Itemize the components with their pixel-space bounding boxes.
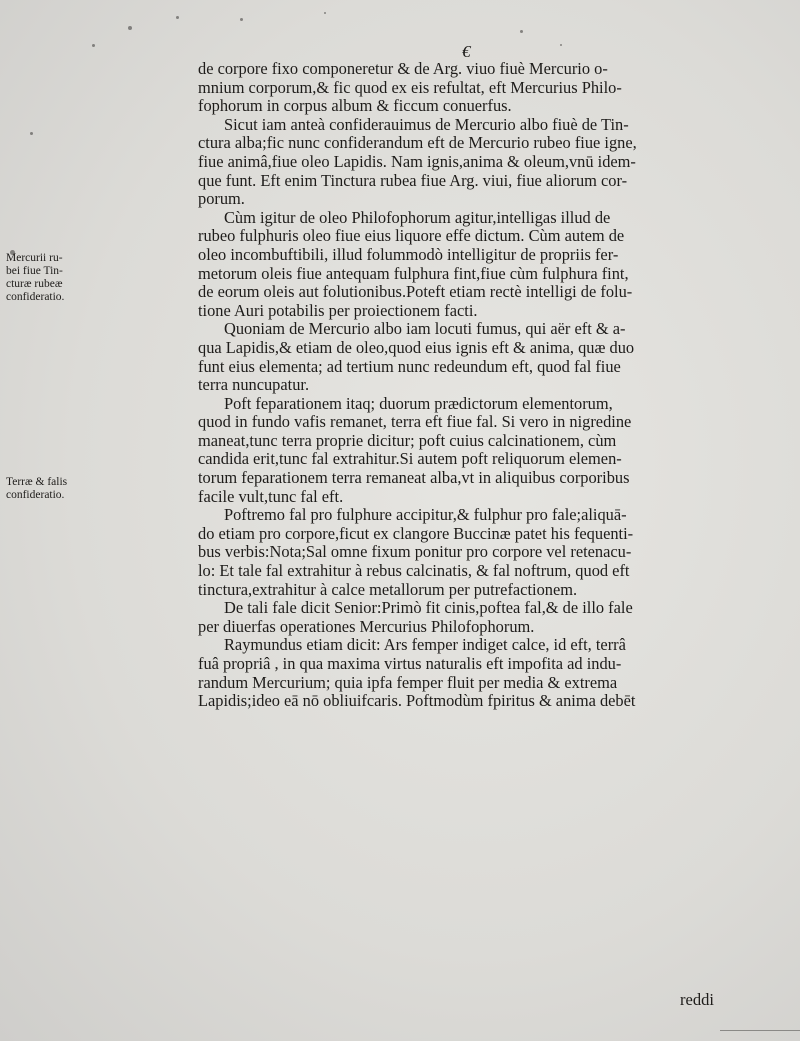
ink-speck [128, 26, 132, 30]
text-line: torum feparationem terra remaneat alba,vt in aliquibus corporibus [198, 468, 630, 488]
text-line: fuâ propriâ , in qua maxima virtus naturalis eft impofita ad indu- [198, 654, 622, 673]
paragraph [198, 116, 770, 209]
edge-line [720, 1030, 800, 1031]
text-line: Lapidis;ideo eā nō obliuifcaris. Poftmodùm fpiritus & anima debēt [198, 691, 636, 711]
text-line: fophorum in corpus album & ficcum conuerfus. [198, 96, 512, 116]
text-line: bus verbis:Nota;Sal omne fixum ponitur pro corpore vel retenacu- [198, 542, 632, 562]
text-line: de eorum oleis aut folutionibus.Poteft etiam rectè intelligi de folu- [198, 282, 633, 302]
signature-mark: € [462, 42, 471, 61]
ink-speck [176, 16, 179, 19]
text-line: tione Auri potabilis per proiectionem facti. [198, 300, 478, 320]
text-line: qua Lapidis,& etiam de oleo,quod eius ignis eft & anima, quæ duo [198, 337, 635, 357]
ink-speck [324, 12, 326, 14]
margin-note-line: confideratio. [6, 291, 65, 303]
text-line: De tali fale dicit Senior:Primò fit cinis,poftea fal,& de illo fale [224, 598, 633, 618]
text-line: quod in fundo vafis remanet, terra eft fiue fal. Si vero in nigredine [198, 412, 632, 432]
margin-note-line: Mercurii ru- [6, 252, 63, 264]
text-line: per diuerfas operationes Mercurius Philofophorum. [198, 616, 535, 636]
text-line: de corpore fixo componeretur & de Arg. viuo fiuè Mercurio o- [198, 59, 608, 78]
text-line: ctura alba;fic nunc confiderandum eft de Mercurio rubeo fiue igne, [198, 133, 637, 153]
catchword: reddi [680, 990, 714, 1009]
text-line: funt eius elementa; ad tertium nunc redeundum eft, quod fal fiue [198, 356, 621, 376]
text-line: Poft feparationem itaq; duorum prædictorum elementorum, [224, 393, 613, 413]
text-line: que funt. Eft enim Tinctura rubea fiue Arg. viui, fiue aliorum cor- [198, 170, 628, 190]
ink-speck [520, 30, 523, 33]
margin-note-line: cturæ rubeæ [6, 278, 63, 290]
paragraph [198, 636, 770, 710]
margin-note-mercurii [6, 252, 118, 304]
text-line: Sicut iam anteà confiderauimus de Mercurio albo fiuè de Tin- [224, 114, 629, 134]
text-line: randum Mercurium; quia ipfa femper fluit per media & extrema [198, 672, 618, 692]
margin-note-line: bei fiue Tin- [6, 265, 63, 277]
text-line: porum. [198, 189, 245, 209]
text-line: Raymundus etiam dicit: Ars femper indiget calce, id eft, terrâ [224, 635, 626, 655]
text-line: maneat,tunc terra proprie dicitur; poft cuius calcinationem, cùm [198, 430, 617, 450]
text-line: oleo incombuftibili, illud folummodò intelligitur de propriis fer- [198, 244, 619, 264]
text-line: candida erit,tunc fal extrahitur.Si autem poft reliquorum elemen- [198, 449, 622, 469]
text-line: mnium corporum,& fic quod ex eis refultat, eft Mercurius Philo- [198, 77, 622, 97]
text-line: lo: Et tale fal extrahitur à rebus calcinatis, & fal noftrum, quod eft [198, 561, 630, 581]
ink-speck [240, 18, 243, 21]
paragraph [198, 209, 770, 321]
ink-speck [30, 132, 33, 135]
main-text [198, 60, 770, 711]
paragraph [198, 320, 770, 394]
text-line: tinctura,extrahitur à calce metallorum per putrefactionem. [198, 579, 578, 599]
paragraph [198, 506, 770, 599]
text-line: Poftremo fal pro fulphure accipitur,& fulphur pro fale;aliquā- [224, 505, 627, 525]
text-line: rubeo fulphuris oleo fiue eius liquore effe dictum. Cùm autem de [198, 226, 625, 246]
text-line: terra nuncupatur. [198, 375, 310, 395]
margin-note-line: Terræ & falis [6, 476, 68, 488]
text-line: Quoniam de Mercurio albo iam locuti fumus, qui aër eft & a- [224, 319, 626, 339]
paragraph [198, 60, 770, 116]
text-line: facile vult,tunc fal eft. [198, 486, 344, 506]
ink-speck [560, 44, 562, 46]
paragraph [198, 395, 770, 507]
text-line: Cùm igitur de oleo Philofophorum agitur,intelligas illud de [224, 207, 611, 227]
margin-note-line: confideratio. [6, 489, 65, 501]
text-line: fiue animâ,fiue oleo Lapidis. Nam ignis,anima & oleum,vnū idem- [198, 151, 636, 171]
ink-speck [92, 44, 95, 47]
paragraph [198, 599, 770, 636]
margin-note-terrae [6, 476, 118, 502]
text-line: do etiam pro corpore,ficut ex clangore Buccinæ patet his fequenti- [198, 523, 634, 543]
text-line: metorum oleis fiue antequam fulphura fint,fiue cùm fulphura fint, [198, 263, 629, 283]
